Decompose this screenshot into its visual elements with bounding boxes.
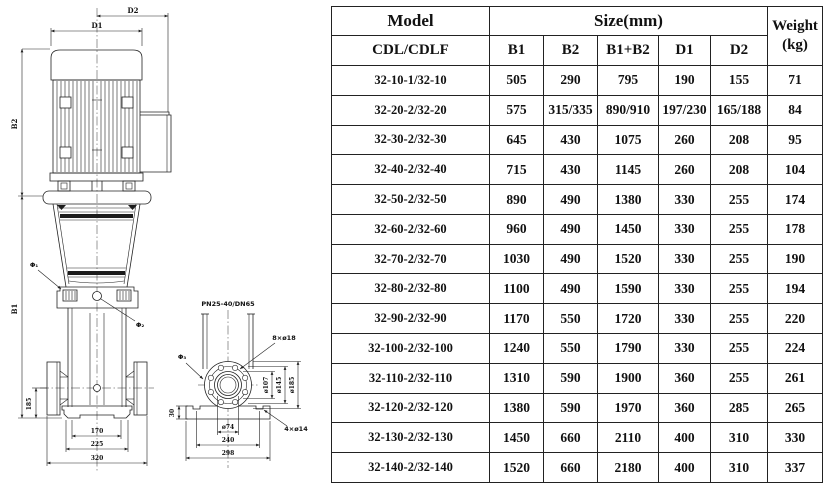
cell-d2: 255 xyxy=(711,244,768,274)
dim-d1 xyxy=(51,21,142,46)
dim-107-label: ø107 xyxy=(263,376,270,394)
motor-terminal-box xyxy=(140,112,171,172)
cell-b1b2: 890/910 xyxy=(598,95,659,125)
cell-b1: 1450 xyxy=(490,423,544,453)
dim-d2 xyxy=(97,6,168,112)
cell-model: 32-130-2/32-130 xyxy=(332,423,490,453)
cell-b1: 1170 xyxy=(490,304,544,334)
cell-d2: 255 xyxy=(711,274,768,304)
pump-dimension-drawing xyxy=(0,0,336,489)
cell-weight: 84 xyxy=(768,95,823,125)
cell-b1b2: 2110 xyxy=(598,423,659,453)
dim-225-label: 225 xyxy=(90,441,104,448)
motor-bearing-bosses xyxy=(60,97,133,158)
dim-185-label: 185 xyxy=(26,397,33,411)
cell-weight: 194 xyxy=(768,274,823,304)
cell-d1: 330 xyxy=(659,244,711,274)
cell-weight: 224 xyxy=(768,334,823,364)
cell-d2: 310 xyxy=(711,423,768,453)
table-row xyxy=(332,125,823,155)
cell-d2: 255 xyxy=(711,334,768,364)
spec-table-header xyxy=(332,7,823,66)
dim-30 xyxy=(169,406,188,419)
dim-d2-label: D2 xyxy=(127,6,139,15)
cell-b1: 1030 xyxy=(490,244,544,274)
cell-model: 32-10-1/32-10 xyxy=(332,66,490,96)
table-row xyxy=(332,423,823,453)
table-row xyxy=(332,244,823,274)
cell-model: 32-20-2/32-20 xyxy=(332,95,490,125)
header-b2: B2 xyxy=(544,36,598,66)
cell-weight: 337 xyxy=(768,453,823,483)
cell-b1: 575 xyxy=(490,95,544,125)
phi3-label: Φ₃ xyxy=(177,353,187,361)
cell-b2: 290 xyxy=(544,66,598,96)
table-row xyxy=(332,453,823,483)
phi2-label: Φ₂ xyxy=(135,321,145,329)
cell-b1: 890 xyxy=(490,185,544,215)
cell-weight: 174 xyxy=(768,185,823,215)
cell-model: 32-100-2/32-100 xyxy=(332,334,490,364)
cell-b2: 430 xyxy=(544,125,598,155)
cell-weight: 220 xyxy=(768,304,823,334)
cell-weight: 190 xyxy=(768,244,823,274)
cell-b2: 315/335 xyxy=(544,95,598,125)
cell-d2: 255 xyxy=(711,304,768,334)
dim-74-label: ø74 xyxy=(221,424,235,431)
cell-d2: 255 xyxy=(711,363,768,393)
coupling-bolts xyxy=(58,181,135,191)
flange-face xyxy=(205,362,252,409)
header-model: Model xyxy=(332,7,490,36)
table-row xyxy=(332,95,823,125)
cell-b2: 430 xyxy=(544,155,598,185)
header-d1: D1 xyxy=(659,36,711,66)
bolt-holes-label: 8×ø18 xyxy=(272,334,296,342)
dim-b2 xyxy=(10,49,50,196)
pump-flange-view xyxy=(169,300,308,468)
cell-weight: 95 xyxy=(768,125,823,155)
dim-b1-label: B1 xyxy=(10,303,19,315)
cell-b1b2: 1075 xyxy=(598,125,659,155)
cell-d1: 190 xyxy=(659,66,711,96)
cell-d1: 260 xyxy=(659,125,711,155)
cell-b1: 715 xyxy=(490,155,544,185)
cell-b1b2: 1450 xyxy=(598,214,659,244)
cell-b1b2: 795 xyxy=(598,66,659,96)
flange-spec-label: PN25-40/DN65 xyxy=(201,300,255,308)
cell-b2: 550 xyxy=(544,334,598,364)
cell-b2: 660 xyxy=(544,423,598,453)
cell-b1: 1380 xyxy=(490,393,544,423)
dim-b1 xyxy=(10,196,62,418)
cell-b2: 490 xyxy=(544,185,598,215)
cell-weight: 261 xyxy=(768,363,823,393)
cell-b1: 505 xyxy=(490,66,544,96)
cell-model: 32-90-2/32-90 xyxy=(332,304,490,334)
callout-phi3 xyxy=(178,353,203,379)
table-row xyxy=(332,304,823,334)
cell-d1: 400 xyxy=(659,423,711,453)
cell-model: 32-80-2/32-80 xyxy=(332,274,490,304)
dim-30-label: 30 xyxy=(169,408,176,418)
pump-stage-shroud xyxy=(53,204,140,287)
cell-model: 32-120-2/32-120 xyxy=(332,393,490,423)
header-b1b2: B1+B2 xyxy=(598,36,659,66)
cell-b1b2: 1720 xyxy=(598,304,659,334)
cell-model: 32-30-2/32-30 xyxy=(332,125,490,155)
cell-d1: 360 xyxy=(659,363,711,393)
cell-d1: 330 xyxy=(659,214,711,244)
cell-d1: 330 xyxy=(659,185,711,215)
spec-table xyxy=(331,6,823,483)
dim-320-label: 320 xyxy=(90,455,104,462)
dim-b2-label: B2 xyxy=(10,118,19,130)
cell-weight: 71 xyxy=(768,66,823,96)
header-b1: B1 xyxy=(490,36,544,66)
cell-model: 32-70-2/32-70 xyxy=(332,244,490,274)
cell-b1: 645 xyxy=(490,125,544,155)
header-weight-line1: Weight xyxy=(772,18,818,35)
cell-b1b2: 1900 xyxy=(598,363,659,393)
cell-d1: 197/230 xyxy=(659,95,711,125)
table-row xyxy=(332,66,823,96)
cell-d2: 285 xyxy=(711,393,768,423)
cell-d1: 330 xyxy=(659,274,711,304)
cell-b2: 490 xyxy=(544,244,598,274)
dim-185 xyxy=(26,388,47,418)
motor-cap xyxy=(51,50,142,80)
header-size-group: Size(mm) xyxy=(490,7,768,36)
table-row xyxy=(332,214,823,244)
cell-b1b2: 1790 xyxy=(598,334,659,364)
cell-model: 32-110-2/32-110 xyxy=(332,363,490,393)
cell-b1: 960 xyxy=(490,214,544,244)
table-row xyxy=(332,185,823,215)
cell-b1: 1520 xyxy=(490,453,544,483)
table-row xyxy=(332,155,823,185)
pump-front-view xyxy=(10,6,171,472)
cell-b2: 490 xyxy=(544,214,598,244)
dim-185d-label: ø185 xyxy=(289,376,296,394)
cell-b2: 660 xyxy=(544,453,598,483)
cell-model: 32-50-2/32-50 xyxy=(332,185,490,215)
cell-d2: 310 xyxy=(711,453,768,483)
cell-model: 32-140-2/32-140 xyxy=(332,453,490,483)
dim-298-label: 298 xyxy=(221,450,235,457)
spec-table-body xyxy=(332,66,823,483)
cell-b1b2: 1380 xyxy=(598,185,659,215)
cell-b1b2: 1520 xyxy=(598,244,659,274)
cell-b2: 550 xyxy=(544,304,598,334)
motor-body xyxy=(53,80,140,173)
cell-model: 32-60-2/32-60 xyxy=(332,214,490,244)
dim-170 xyxy=(72,420,121,439)
cell-d1: 260 xyxy=(659,155,711,185)
cell-b2: 590 xyxy=(544,393,598,423)
base-holes-label: 4×ø14 xyxy=(284,425,308,433)
cell-d1: 330 xyxy=(659,334,711,364)
cell-b1: 1240 xyxy=(490,334,544,364)
cell-d1: 400 xyxy=(659,453,711,483)
cell-b1: 1310 xyxy=(490,363,544,393)
dim-170-label: 170 xyxy=(90,428,104,435)
cell-b1: 1100 xyxy=(490,274,544,304)
cell-d2: 155 xyxy=(711,66,768,96)
cell-b2: 590 xyxy=(544,363,598,393)
header-d2: D2 xyxy=(711,36,768,66)
cell-weight: 104 xyxy=(768,155,823,185)
cell-d2: 255 xyxy=(711,214,768,244)
callout-bolt-holes xyxy=(240,334,296,369)
cell-d2: 208 xyxy=(711,155,768,185)
header-weight-line2: (kg) xyxy=(782,37,808,53)
table-row xyxy=(332,393,823,423)
cell-d2: 208 xyxy=(711,125,768,155)
callout-base-holes xyxy=(264,410,308,433)
cell-d1: 360 xyxy=(659,393,711,423)
cell-b2: 490 xyxy=(544,274,598,304)
cell-b1b2: 1145 xyxy=(598,155,659,185)
dim-145-label: ø145 xyxy=(276,376,283,394)
cell-d1: 330 xyxy=(659,304,711,334)
phi1-label: Φ₁ xyxy=(29,261,39,269)
motor-foot xyxy=(50,173,143,181)
header-weight xyxy=(768,7,823,66)
cell-weight: 330 xyxy=(768,423,823,453)
pump-head xyxy=(57,287,138,308)
cell-weight: 178 xyxy=(768,214,823,244)
table-row xyxy=(332,363,823,393)
callout-phi1 xyxy=(30,261,61,289)
cell-b1b2: 2180 xyxy=(598,453,659,483)
table-row xyxy=(332,334,823,364)
cell-d2: 255 xyxy=(711,185,768,215)
cell-model: 32-40-2/32-40 xyxy=(332,155,490,185)
dim-d1-label: D1 xyxy=(91,21,103,30)
cell-b1b2: 1970 xyxy=(598,393,659,423)
cell-b1b2: 1590 xyxy=(598,274,659,304)
cell-weight: 265 xyxy=(768,393,823,423)
dim-240-label: 240 xyxy=(221,437,235,444)
table-row xyxy=(332,274,823,304)
header-model-sub: CDL/CDLF xyxy=(332,36,490,66)
cell-d2: 165/188 xyxy=(711,95,768,125)
